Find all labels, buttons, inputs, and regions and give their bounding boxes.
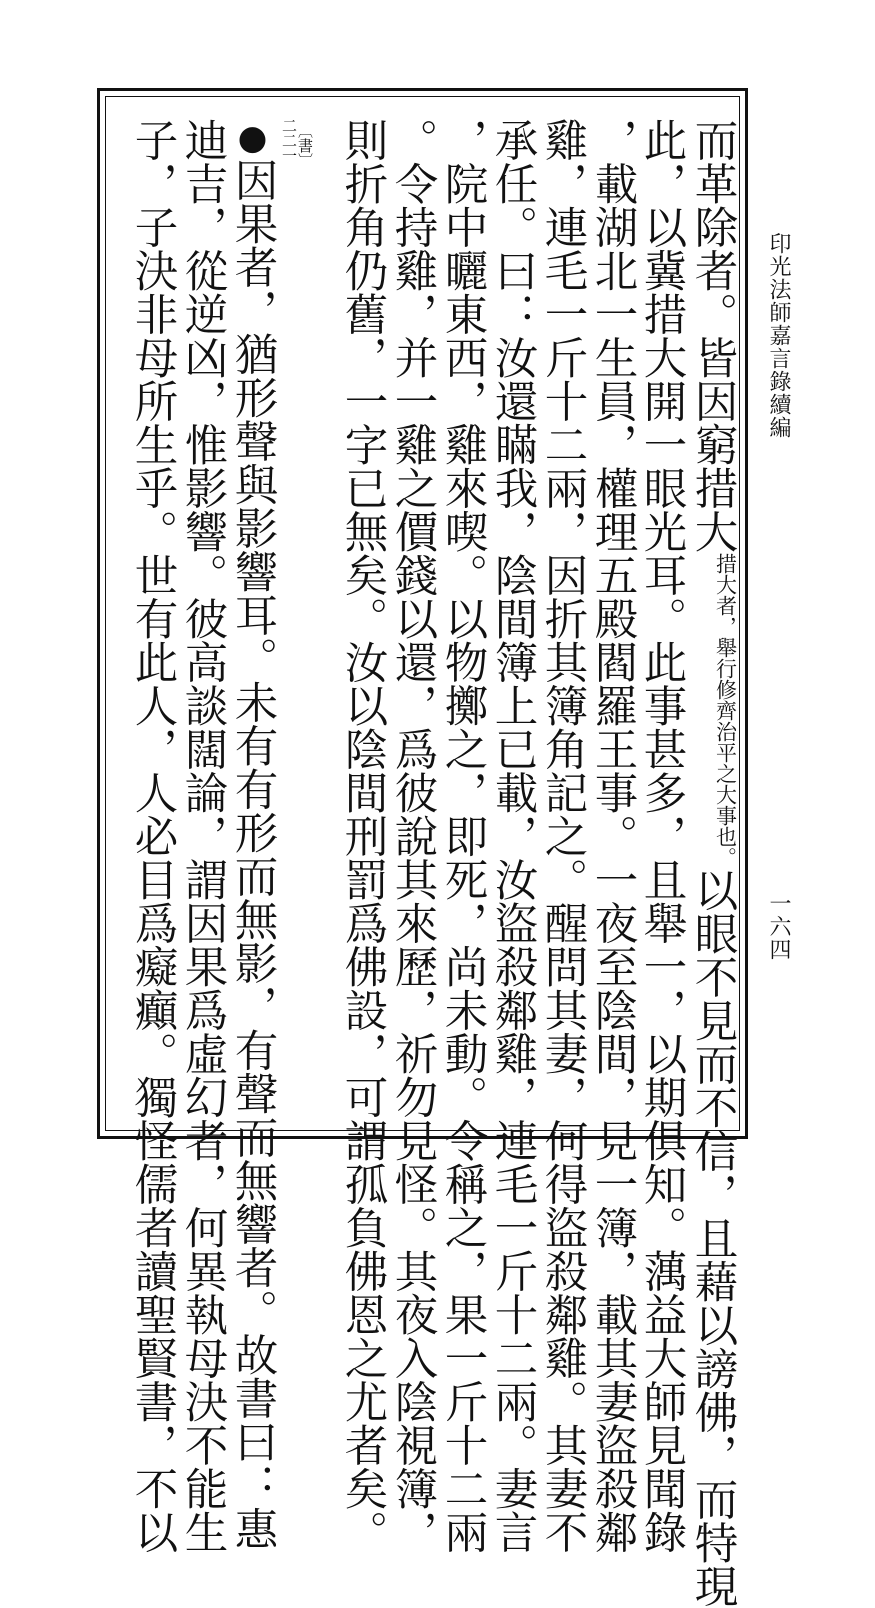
text-column-6: ，院中曬東西，雞來喫。以物擲之，即死，尚未動。令稱之，果一斤十二兩: [437, 118, 488, 1554]
text-column-9-main: 因果者，猶形聲與影響耳。未有有形而無影，有聲而無響者。故書曰：惠: [227, 158, 278, 1550]
inline-note-a: 措大者，舉行修齊: [713, 553, 738, 721]
text-column-1: [687, 118, 738, 1608]
text-column-4: 雞，連毛一斤十二兩，因折其簿角記之。醒問其妻，何得盜殺鄰雞。其妻不: [537, 118, 588, 1554]
text-column-7: 。令持雞，并一雞之價錢以還，爲彼說其來歷，祈勿見怪。其夜入陰視簿，: [387, 118, 438, 1554]
inline-note-b: 治平之大事也。: [713, 721, 738, 868]
text-column-9: [227, 118, 278, 1550]
text-column-5: 承任。曰：汝還瞞我，陰間簿上已載，汝盜殺鄰雞，連毛一斤十二兩。妻言: [487, 118, 538, 1554]
text-column-1-tail: 以眼不見而不信，且藉以謗佛，而特現: [687, 868, 738, 1608]
section-label: 〔書〕: [296, 123, 314, 168]
page-number: 一六四: [766, 892, 791, 961]
text-column-1-main: 而革除者。皆因窮措大: [687, 118, 738, 553]
text-column-3: ，載湖北一生員，權理五殿閻羅王事。一夜至陰間，見一簿，載其妻盜殺鄰: [587, 118, 638, 1554]
text-column-8: 則折角仍舊，一字已無矣。汝以陰間刑罰爲佛設，可謂孤負佛恩之尤者矣。: [337, 118, 388, 1554]
section-number: 二二一: [280, 118, 298, 163]
book-title: 印光法師嘉言錄續編: [766, 232, 791, 439]
text-column-2: 此，以冀措大開一眼光耳。此事甚多，且舉一，以期俱知。蕅益大師見聞錄: [636, 118, 687, 1554]
text-column-10: 迪吉，從逆凶，惟影響。彼高談闊論，謂因果爲虛幻者，何異執母決不能生: [177, 118, 228, 1554]
text-column-11: 子，子決非母所生乎。世有此人，人必目爲癡癲。獨怪儒者讀聖賢書，不以: [127, 118, 178, 1554]
paragraph-bullet-icon: ●: [232, 118, 273, 158]
